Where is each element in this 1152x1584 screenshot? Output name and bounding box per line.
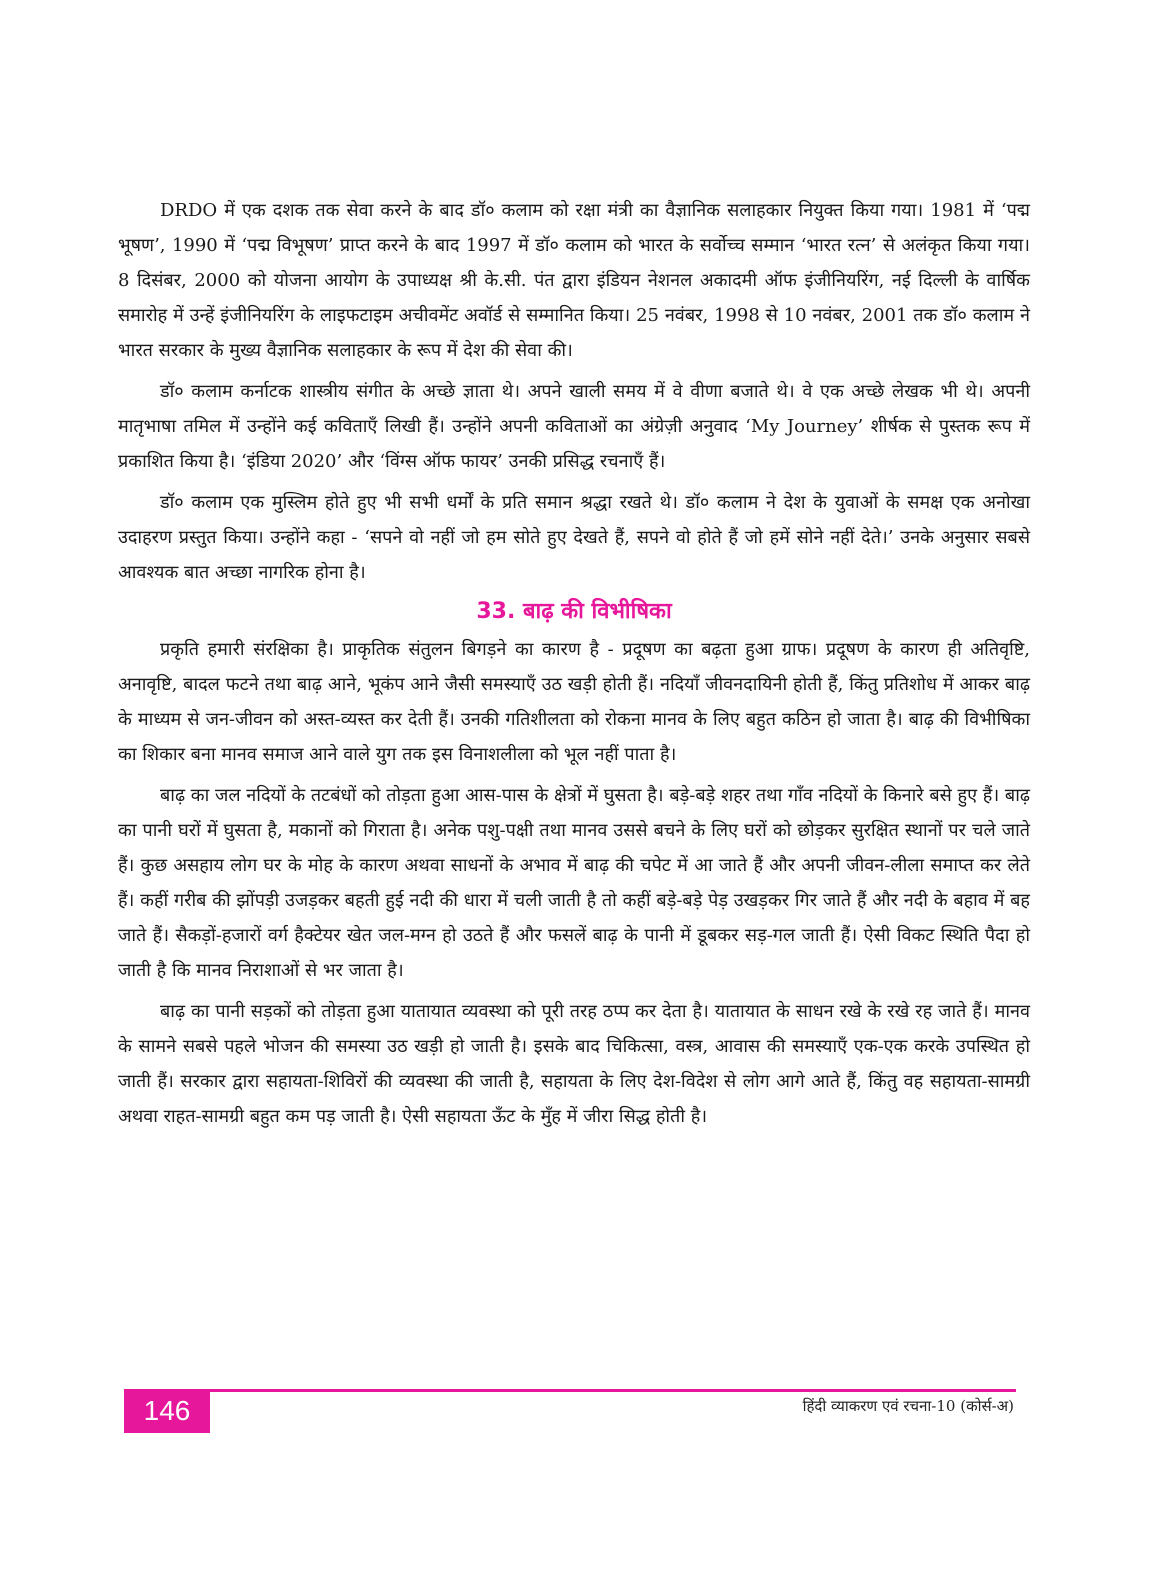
book-title: हिंदी व्याकरण एवं रचना-10 (कोर्स-अ) — [802, 1397, 1014, 1415]
paragraph-flood-damage: बाढ़ का जल नदियों के तटबंधों को तोड़ता हुआ आस-पास के क्षेत्रों में घुसता है। बड़े-बड़े शहर तथा गाँव नदियों के किनारे बसे हुए हैं। बाढ़ का पानी घरों में घुसता है, मकानों को गिराता है। अनेक पशु-पक्षी तथा मानव उससे बचने के लिए घरों को छोड़कर सुरक्षित स्थानों पर चले जाते हैं। कुछ असहाय लोग घर के मोह के कारण अथवा साधनों के अभाव में बाढ़ की चपेट में आ जाते हैं और अपनी जीवन-लीला समाप्त कर लेते हैं। कहीं गरीब की झोंपड़ी उजड़कर बहती हुई नदी की धारा में चली जाती है तो कहीं बड़े-बड़े पेड़ उखड़कर गिर जाते हैं और नदी के बहाव में बह जाते हैं। सैकड़ों-हजारों वर्ग हैक्टेयर खेत जल-मग्न हो उठते हैं और फसलें बाढ़ के पानी में डूबकर सड़-गल जाती हैं। ऐसी विकट स्थिति पैदा हो जाती है कि मानव निराशाओं से भर जाता है। — [118, 785, 1030, 981]
footer-divider — [124, 1389, 1016, 1392]
paragraph-kalam-awards: DRDO में एक दशक तक सेवा करने के बाद डॉ० कलाम को रक्षा मंत्री का वैज्ञानिक सलाहकार नियुक्त किया गया। 1981 में ‘पद्म भूषण’, 1990 में ‘पद्म विभूषण’ प्राप्त करने के बाद 1997 में डॉ० कलाम को भारत के सर्वोच्च सम्मान ‘भारत रत्न’ से अलंकृत किया गया। 8 दिसंबर, 2000 को योजना आयोग के उपाध्यक्ष श्री के.सी. पंत द्वारा इंडियन नेशनल अकादमी ऑफ इंजीनियरिंग, नई दिल्ली के वार्षिक समारोह में उन्हें इंजीनियरिंग के लाइफटाइम अचीवमेंट अवॉर्ड से सम्मानित किया। 25 नवंबर, 1998 से 10 नवंबर, 2001 तक डॉ० कलाम ने भारत सरकार के मुख्य वैज्ञानिक सलाहकार के रूप में देश की सेवा की। — [118, 200, 1030, 361]
page-body — [118, 193, 1030, 1140]
paragraph-flood-intro: प्रकृति हमारी संरक्षिका है। प्राकृतिक संतुलन बिगड़ने का कारण है - प्रदूषण का बढ़ता हुआ ग्राफ। प्रदूषण के कारण ही अतिवृष्टि, अनावृष्टि, बादल फटने तथा बाढ़ आने, भूकंप आने जैसी समस्याएँ उठ खड़ी होती हैं। नदियाँ जीवनदायिनी होती हैं, किंतु प्रतिशोध में आकर बाढ़ के माध्यम से जन-जीवन को अस्त-व्यस्त कर देती हैं। उनकी गतिशीलता को रोकना मानव के लिए बहुत कठिन हो जाता है। बाढ़ की विभीषिका का शिकार बना मानव समाज आने वाले युग तक इस विनाशलीला को भूल नहीं पाता है। — [118, 639, 1030, 765]
page-number: 146 — [124, 1389, 210, 1433]
paragraph-kalam-music: डॉ० कलाम कर्नाटक शास्त्रीय संगीत के अच्छे ज्ञाता थे। अपने खाली समय में वे वीणा बजाते थे। वे एक अच्छे लेखक भी थे। अपनी मातृभाषा तमिल में उन्होंने कई कविताएँ लिखी हैं। उन्होंने अपनी कविताओं का अंग्रेज़ी अनुवाद ‘My Journey’ शीर्षक से पुस्तक रूप में प्रकाशित किया है। ‘इंडिया 2020’ और ‘विंग्स ऑफ फायर’ उनकी प्रसिद्ध रचनाएँ हैं। — [118, 381, 1030, 472]
section-heading: 33. बाढ़ की विभीषिका — [476, 599, 672, 624]
paragraph-flood-aftermath: बाढ़ का पानी सड़कों को तोड़ता हुआ यातायात व्यवस्था को पूरी तरह ठप्प कर देता है। यातायात के साधन रखे के रखे रह जाते हैं। मानव के सामने सबसे पहले भोजन की समस्या उठ खड़ी हो जाती है। इसके बाद चिकित्सा, वस्त्र, आवास की समस्याएँ एक-एक करके उपस्थित हो जाती हैं। सरकार द्वारा सहायता-शिविरों की व्यवस्था की जाती है, सहायता के लिए देश-विदेश से लोग आगे आते हैं, किंतु वह सहायता-सामग्री अथवा राहत-सामग्री बहुत कम पड़ जाती है। ऐसी सहायता ऊँट के मुँह में जीरा सिद्ध होती है। — [118, 1001, 1030, 1127]
paragraph-kalam-values: डॉ० कलाम एक मुस्लिम होते हुए भी सभी धर्मों के प्रति समान श्रद्धा रखते थे। डॉ० कलाम ने देश के युवाओं के समक्ष एक अनोखा उदाहरण प्रस्तुत किया। उन्होंने कहा - ‘सपने वो नहीं जो हम सोते हुए देखते हैं, सपने वो होते हैं जो हमें सोने नहीं देते।’ उनके अनुसार सबसे आवश्यक बात अच्छा नागरिक होना है। — [118, 492, 1030, 583]
